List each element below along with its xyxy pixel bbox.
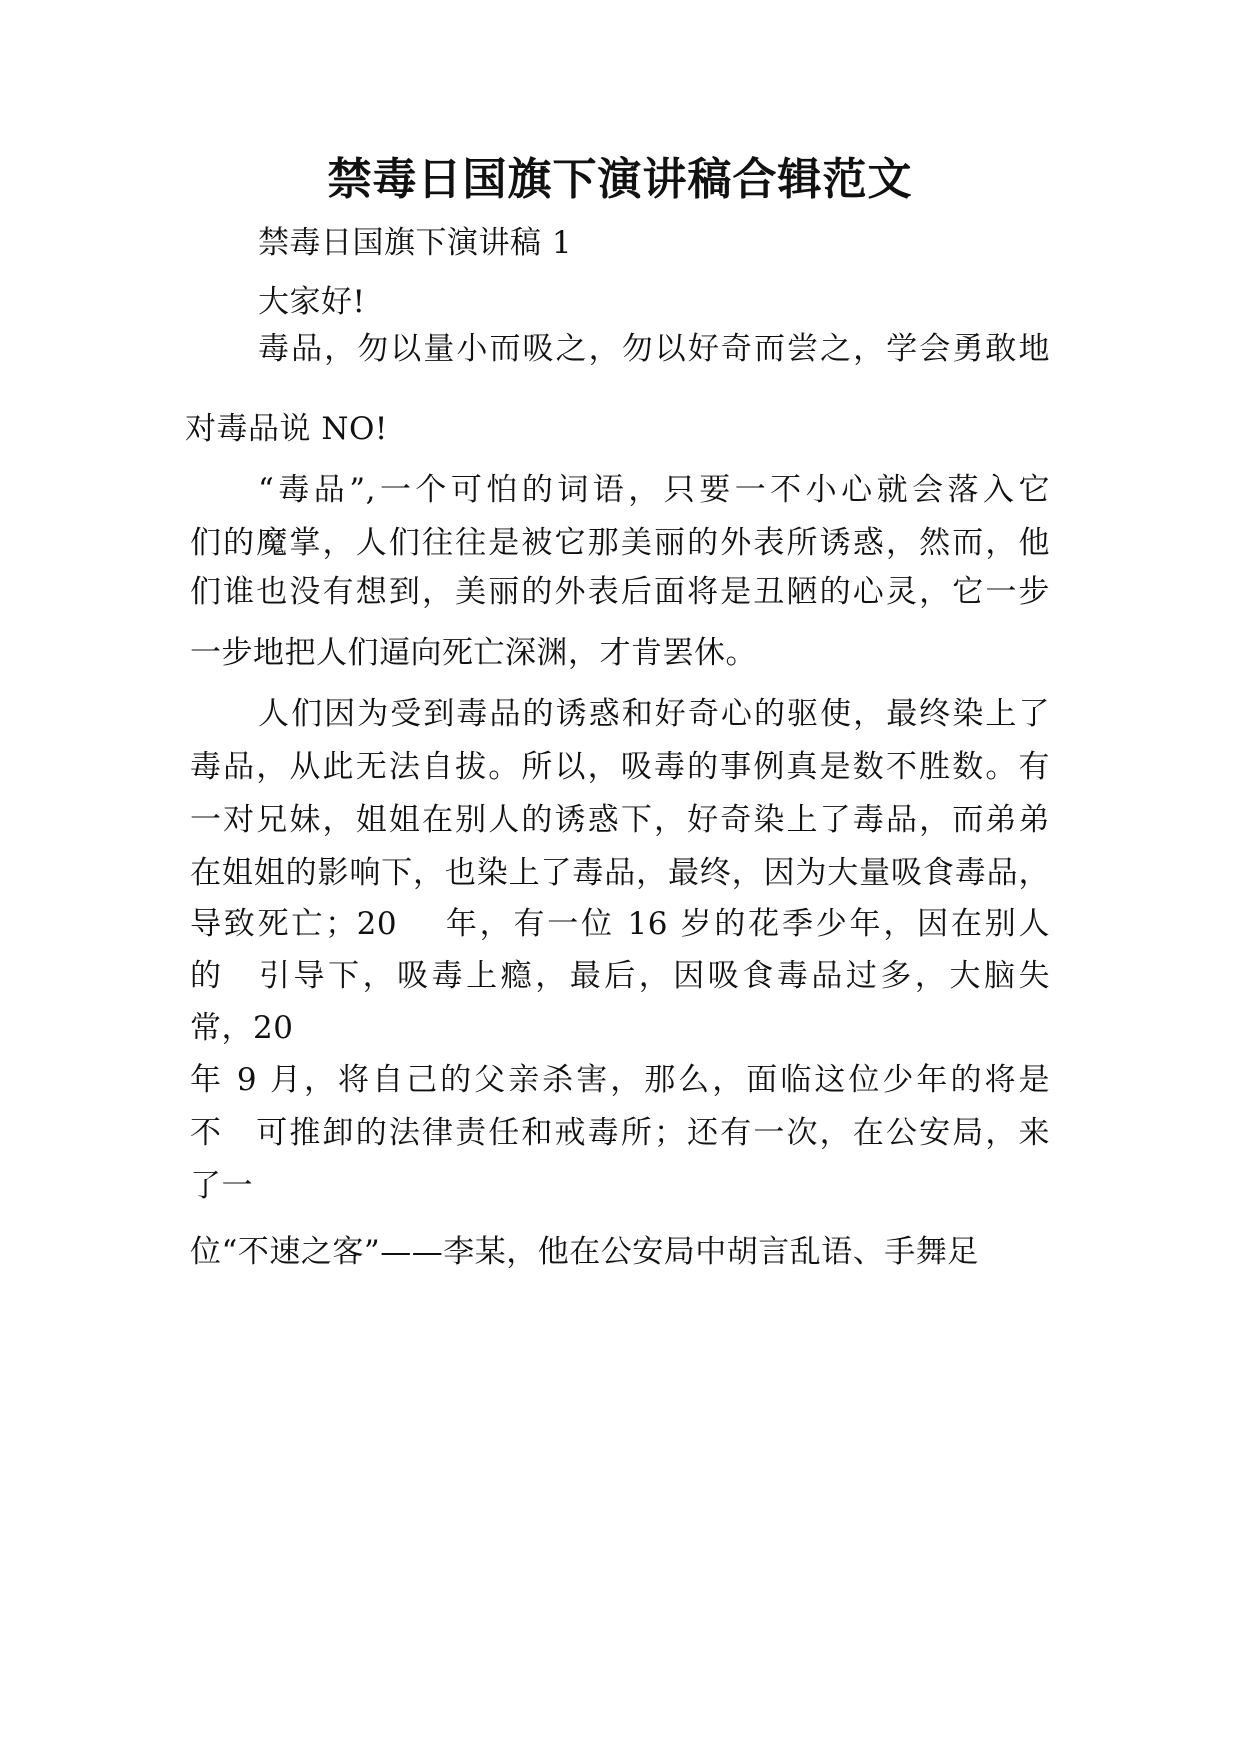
paragraph-line: “毒品”,一个可怕的词语，只要一不小心就会落入它	[258, 472, 1050, 508]
paragraph-line: 人们因为受到毒品的诱惑和好奇心的驱使，最终染上了	[258, 696, 1050, 732]
paragraph-line: 了一	[190, 1168, 253, 1204]
speech-heading: 禁毒日国旗下演讲稿 1	[258, 225, 573, 261]
paragraph-line: 的 引导下，吸毒上瘾，最后，因吸食毒品过多，大脑失	[190, 958, 1050, 994]
document-title: 禁毒日国旗下演讲稿合辑范文	[327, 154, 913, 205]
paragraph-line: 常，20	[190, 1010, 294, 1046]
paragraph-line: 一对兄妹，姐姐在别人的诱惑下，好奇染上了毒品，而弟弟	[190, 802, 1050, 838]
paragraph-line: 毒品，勿以量小而吸之，勿以好奇而尝之，学会勇敢地	[258, 331, 1050, 367]
paragraph-line: 年 9 月，将自己的父亲杀害，那么，面临这位少年的将是	[190, 1062, 1050, 1098]
paragraph-line: 导致死亡；20 年，有一位 16 岁的花季少年，因在别人	[190, 906, 1050, 942]
paragraph-line: 不 可推卸的法律责任和戒毒所；还有一次，在公安局，来	[190, 1115, 1050, 1151]
paragraph-line: 们谁也没有想到，美丽的外表后面将是丑陋的心灵，它一步	[190, 574, 1050, 610]
paragraph-line: 们的魔掌，人们往往是被它那美丽的外表所诱惑，然而，他	[190, 525, 1050, 561]
paragraph-line: 一步地把人们逼向死亡深渊，才肯罢休。	[190, 635, 757, 671]
paragraph-line: 对毒品说 NO!	[185, 411, 388, 447]
paragraph-line: 在姐姐的影响下，也染上了毒品，最终，因为大量吸食毒品，	[190, 855, 1050, 891]
greeting-line: 大家好!	[258, 284, 366, 320]
paragraph-line: 毒品，从此无法自拔。所以，吸毒的事例真是数不胜数。有	[190, 749, 1050, 785]
paragraph-line: 位“不速之客”——李某，他在公安局中胡言乱语、手舞足	[190, 1234, 979, 1270]
